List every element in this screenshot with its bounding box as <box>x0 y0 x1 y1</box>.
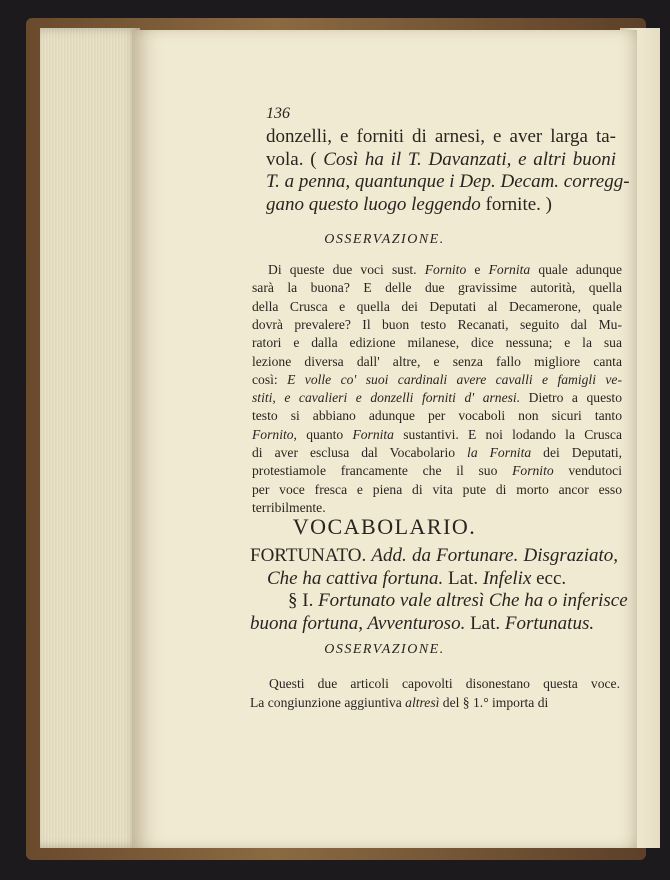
text-segment: Fornito <box>252 426 294 442</box>
text-segment: stiti, e cavalieri e donzelli forniti d' arnesi. <box>252 390 521 406</box>
top-text-line <box>266 126 616 148</box>
paragraph-2-line <box>269 676 620 692</box>
paragraph-1-line <box>252 463 622 479</box>
paragraph-1-line <box>252 280 622 296</box>
text-segment: § I. <box>288 590 319 611</box>
text-segment: e <box>466 262 489 277</box>
paragraph-1-line <box>252 445 622 461</box>
text-segment: FORTUNATO. <box>250 545 372 566</box>
text-segment: T. a penna, quantunque i Dep. Decam. corregg- <box>266 171 630 192</box>
paragraph-1-line <box>252 317 622 333</box>
text-segment: Così ha il T. Davanzati, e altri buoni <box>323 148 617 170</box>
heading-observation-2: OSSERVAZIONE. <box>324 642 445 657</box>
text-segment: donzelli, e forniti di arnesi, e aver larga ta- <box>266 126 616 147</box>
text-segment: protestiamole francamente che il suo <box>252 463 513 479</box>
text-segment: fornite. ) <box>485 193 553 215</box>
heading-observation-1: OSSERVAZIONE. <box>324 232 445 247</box>
text-segment: così: <box>252 371 288 387</box>
paragraph-1-line <box>268 262 622 278</box>
text-segment: la Fornita <box>467 445 532 460</box>
text-segment: E volle co' suoi cardinali avere cavalli e famigli ve- <box>287 371 622 387</box>
text-segment: dovrà prevalere? Il buon testo Recanati, seguito dal Mu- <box>252 316 622 332</box>
text-segment: vendutoci <box>553 463 622 479</box>
text-segment: testo si abbiano adunque per vocaboli non sicuri tanto <box>252 408 622 424</box>
text-segment: Fortunatus. <box>504 612 595 634</box>
text-segment: dei Deputati, <box>531 445 622 460</box>
paragraph-1-line <box>252 482 622 498</box>
text-segment: quale adunque <box>530 262 622 277</box>
text-segment: La congiunzione aggiuntiva <box>250 695 406 710</box>
text-segment: lezione diversa dall' altre, e senza fallo migliore canta <box>252 353 622 369</box>
text-segment: Questi due articoli capovolti disonestano questa voce. <box>269 676 620 691</box>
paragraph-1-line <box>252 335 622 351</box>
text-segment: del § 1.° importa di <box>439 695 549 710</box>
text-segment: della Crusca e quella dei Deputati al Decamerone, quale <box>252 298 622 314</box>
text-segment: Add. da Fortunare. Disgraziato, <box>371 545 619 566</box>
text-segment: Fortunato vale altresì Che ha o inferisce <box>318 590 628 611</box>
text-segment: di aver esclusa dal Vocabolario <box>252 445 468 460</box>
text-segment: , quanto <box>293 426 353 442</box>
text-segment: Fornita <box>352 426 394 442</box>
text-segment: terribilmente. <box>252 499 326 515</box>
text-segment: Lat. <box>465 612 505 634</box>
book-page <box>132 30 637 848</box>
text-segment: sustantivi. E noi lodando la Crusca <box>393 426 622 442</box>
top-text-line <box>266 194 616 216</box>
text-segment: Dietro a questo <box>520 390 622 406</box>
vocab-line <box>288 590 628 612</box>
text-segment: Di queste due voci sust. <box>268 262 425 277</box>
text-segment: Che ha cattiva fortuna. <box>267 567 444 589</box>
paragraph-1-line <box>252 354 622 370</box>
top-text-line <box>266 171 630 193</box>
vocab-line <box>267 568 618 590</box>
page-edges <box>40 28 140 848</box>
vocab-line <box>250 613 618 635</box>
text-segment: Fornito <box>424 262 467 277</box>
text-segment: ecc. <box>531 567 567 589</box>
paragraph-2-line <box>250 695 620 711</box>
paragraph-1-line <box>252 427 622 443</box>
paragraph-1-line <box>252 390 622 406</box>
top-text-line <box>266 149 616 171</box>
text-segment: altresì <box>405 695 440 710</box>
paragraph-1-line <box>252 408 622 424</box>
heading-vocabulary: VOCABOLARIO. <box>292 514 477 539</box>
text-segment: ratori e dalla edizione milanese, dice nessuna; e la sua <box>252 335 622 351</box>
vocab-line <box>250 545 618 567</box>
page-number: 136 <box>266 105 290 122</box>
text-segment: Lat. <box>443 567 483 589</box>
paragraph-1-line <box>252 299 622 315</box>
text-segment: per voce fresca e piena di vita pute di morto ancor esso <box>252 481 622 497</box>
text-segment: Fornito <box>512 463 554 479</box>
text-segment: Fornita <box>488 262 531 277</box>
text-segment: buona fortuna, Avventuroso. <box>250 612 466 634</box>
text-segment: Infelix <box>482 567 532 589</box>
text-segment: vola. ( <box>266 148 324 170</box>
text-segment: gano questo luogo leggendo <box>266 193 486 215</box>
paragraph-1-line <box>252 372 622 388</box>
text-segment: sarà la buona? E delle due gravissime autorità, quella <box>252 280 622 296</box>
